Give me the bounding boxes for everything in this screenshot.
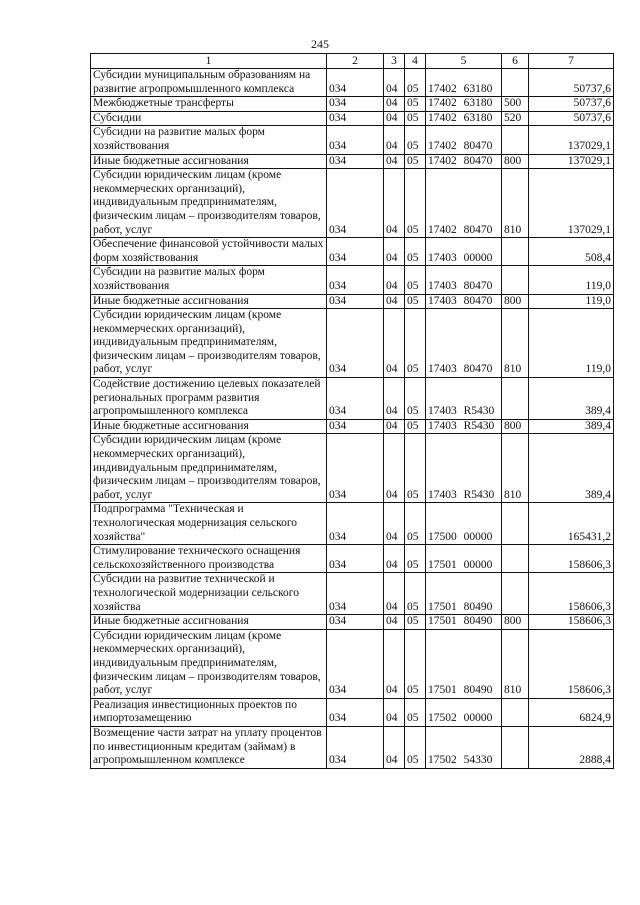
row-expense-type [502,266,529,294]
row-name: Субсидии юридическим лицам (кроме некоммерческих организаций), индивидуальным предпринимателям, физическим лицам – производителям товаров, работ, услуг [91,629,327,698]
row-amount: 50737,6 [529,111,614,126]
row-expense-type [502,378,529,420]
row-expense-type: 800 [502,419,529,434]
row-target-article: 17501 00000 [426,545,502,573]
row-name: Межбюджетные трансферты [91,97,327,112]
row-section-code: 04 [384,169,405,238]
row-section-code: 04 [384,154,405,169]
header-cell: 6 [502,54,529,69]
header-cell: 2 [327,54,384,69]
row-name: Иные бюджетные ассигнования [91,294,327,309]
table-row [91,126,614,154]
row-grbs-code: 034 [327,545,384,573]
row-expense-type: 810 [502,629,529,698]
row-amount: 50737,6 [529,97,614,112]
table-row [91,434,614,503]
row-amount: 137029,1 [529,126,614,154]
row-target-article: 17403 R5430 [426,434,502,503]
row-subsection-code: 05 [405,266,426,294]
table-row [91,726,614,768]
row-expense-type: 520 [502,111,529,126]
row-subsection-code: 05 [405,419,426,434]
row-expense-type [502,698,529,726]
row-expense-type: 810 [502,169,529,238]
row-grbs-code: 034 [327,698,384,726]
row-amount: 158606,3 [529,545,614,573]
row-name: Реализация инвестиционных проектов по импортозамещению [91,698,327,726]
table-row [91,615,614,630]
row-amount: 389,4 [529,378,614,420]
row-target-article: 17502 54330 [426,726,502,768]
page-number: 245 [311,37,329,51]
row-section-code: 04 [384,434,405,503]
table-row [91,573,614,615]
row-expense-type: 810 [502,309,529,378]
row-section-code: 04 [384,615,405,630]
header-cell: 5 [426,54,502,69]
row-name: Обеспечение финансовой устойчивости малых форм хозяйствования [91,238,327,266]
row-target-article: 17403 R5430 [426,378,502,420]
table-row [91,266,614,294]
row-expense-type: 810 [502,434,529,503]
row-subsection-code: 05 [405,573,426,615]
row-amount: 50737,6 [529,69,614,97]
row-amount: 119,0 [529,294,614,309]
row-expense-type [502,573,529,615]
row-target-article: 17402 63180 [426,97,502,112]
row-expense-type [502,503,529,545]
row-amount: 137029,1 [529,154,614,169]
row-amount: 158606,3 [529,573,614,615]
row-target-article: 17403 80470 [426,309,502,378]
row-grbs-code: 034 [327,726,384,768]
table-row [91,309,614,378]
row-section-code: 04 [384,545,405,573]
row-name: Иные бюджетные ассигнования [91,419,327,434]
row-section-code: 04 [384,69,405,97]
header-cell: 4 [405,54,426,69]
table-row [91,419,614,434]
row-section-code: 04 [384,419,405,434]
row-grbs-code: 034 [327,294,384,309]
header-cell: 1 [91,54,327,69]
row-subsection-code: 05 [405,238,426,266]
row-subsection-code: 05 [405,69,426,97]
row-target-article: 17502 00000 [426,698,502,726]
row-target-article: 17403 R5430 [426,419,502,434]
row-expense-type: 500 [502,97,529,112]
row-section-code: 04 [384,378,405,420]
row-target-article: 17501 80490 [426,573,502,615]
row-subsection-code: 05 [405,545,426,573]
row-subsection-code: 05 [405,154,426,169]
row-name: Субсидии на развитие малых форм хозяйствования [91,266,327,294]
row-name: Субсидии юридическим лицам (кроме некоммерческих организаций), индивидуальным предпринимателям, физическим лицам – производителям товаров, работ, услуг [91,169,327,238]
row-section-code: 04 [384,111,405,126]
table-header-row [91,54,614,69]
row-grbs-code: 034 [327,154,384,169]
row-name: Стимулирование технического оснащения сельскохозяйственного производства [91,545,327,573]
row-name: Содействие достижению целевых показателей региональных программ развития агропромышленного комплекса [91,378,327,420]
row-section-code: 04 [384,726,405,768]
row-grbs-code: 034 [327,169,384,238]
table-row [91,169,614,238]
row-section-code: 04 [384,97,405,112]
row-subsection-code: 05 [405,434,426,503]
row-amount: 508,4 [529,238,614,266]
row-section-code: 04 [384,573,405,615]
row-subsection-code: 05 [405,503,426,545]
row-amount: 137029,1 [529,169,614,238]
row-amount: 389,4 [529,434,614,503]
row-name: Подпрограмма "Техническая и технологическая модернизация сельского хозяйства" [91,503,327,545]
row-target-article: 17501 80490 [426,615,502,630]
row-section-code: 04 [384,126,405,154]
table-row [91,629,614,698]
row-target-article: 17402 80470 [426,169,502,238]
row-section-code: 04 [384,503,405,545]
row-target-article: 17403 00000 [426,238,502,266]
row-expense-type [502,726,529,768]
table-row [91,698,614,726]
row-name: Субсидии на развитие малых форм хозяйствования [91,126,327,154]
row-expense-type [502,238,529,266]
table-row [91,69,614,97]
row-expense-type [502,126,529,154]
row-subsection-code: 05 [405,309,426,378]
row-amount: 158606,3 [529,629,614,698]
row-subsection-code: 05 [405,169,426,238]
budget-table [90,53,614,769]
row-grbs-code: 034 [327,615,384,630]
row-expense-type [502,545,529,573]
row-section-code: 04 [384,309,405,378]
row-grbs-code: 034 [327,573,384,615]
table-row [91,294,614,309]
row-section-code: 04 [384,294,405,309]
row-name: Возмещение части затрат на уплату процентов по инвестиционным кредитам (займам) в агропромышленном комплексе [91,726,327,768]
row-name: Субсидии юридическим лицам (кроме некоммерческих организаций), индивидуальным предпринимателям, физическим лицам – производителям товаров, работ, услуг [91,309,327,378]
row-grbs-code: 034 [327,111,384,126]
row-amount: 119,0 [529,309,614,378]
row-target-article: 17501 80490 [426,629,502,698]
row-target-article: 17403 80470 [426,294,502,309]
row-subsection-code: 05 [405,294,426,309]
row-target-article: 17402 80470 [426,154,502,169]
row-name: Субсидии юридическим лицам (кроме некоммерческих организаций), индивидуальным предпринимателям, физическим лицам – производителям товаров, работ, услуг [91,434,327,503]
row-amount: 165431,2 [529,503,614,545]
row-subsection-code: 05 [405,126,426,154]
row-grbs-code: 034 [327,629,384,698]
row-expense-type [502,69,529,97]
row-section-code: 04 [384,266,405,294]
row-expense-type: 800 [502,615,529,630]
row-target-article: 17402 63180 [426,69,502,97]
row-subsection-code: 05 [405,97,426,112]
row-grbs-code: 034 [327,126,384,154]
row-expense-type: 800 [502,154,529,169]
row-grbs-code: 034 [327,97,384,112]
header-cell: 3 [384,54,405,69]
header-cell: 7 [529,54,614,69]
row-amount: 158606,3 [529,615,614,630]
row-name: Субсидии муниципальным образованиям на развитие агропромышленного комплекса [91,69,327,97]
row-target-article: 17403 80470 [426,266,502,294]
table-row [91,111,614,126]
row-target-article: 17402 63180 [426,111,502,126]
row-name: Субсидии на развитие технической и технологической модернизации сельского хозяйства [91,573,327,615]
table-row [91,238,614,266]
row-amount: 119,0 [529,266,614,294]
row-grbs-code: 034 [327,309,384,378]
row-grbs-code: 034 [327,266,384,294]
row-subsection-code: 05 [405,629,426,698]
row-grbs-code: 034 [327,238,384,266]
table-row [91,154,614,169]
row-name: Иные бюджетные ассигнования [91,615,327,630]
row-target-article: 17500 00000 [426,503,502,545]
table-row [91,503,614,545]
row-section-code: 04 [384,629,405,698]
row-grbs-code: 034 [327,69,384,97]
table-row [91,97,614,112]
row-expense-type: 800 [502,294,529,309]
row-amount: 6824,9 [529,698,614,726]
row-subsection-code: 05 [405,615,426,630]
table-row [91,545,614,573]
row-grbs-code: 034 [327,434,384,503]
row-name: Субсидии [91,111,327,126]
row-grbs-code: 034 [327,419,384,434]
row-section-code: 04 [384,698,405,726]
row-subsection-code: 05 [405,726,426,768]
table-row [91,378,614,420]
row-subsection-code: 05 [405,378,426,420]
row-amount: 389,4 [529,419,614,434]
row-name: Иные бюджетные ассигнования [91,154,327,169]
row-amount: 2888,4 [529,726,614,768]
row-grbs-code: 034 [327,503,384,545]
row-subsection-code: 05 [405,698,426,726]
row-target-article: 17402 80470 [426,126,502,154]
row-section-code: 04 [384,238,405,266]
row-subsection-code: 05 [405,111,426,126]
row-grbs-code: 034 [327,378,384,420]
